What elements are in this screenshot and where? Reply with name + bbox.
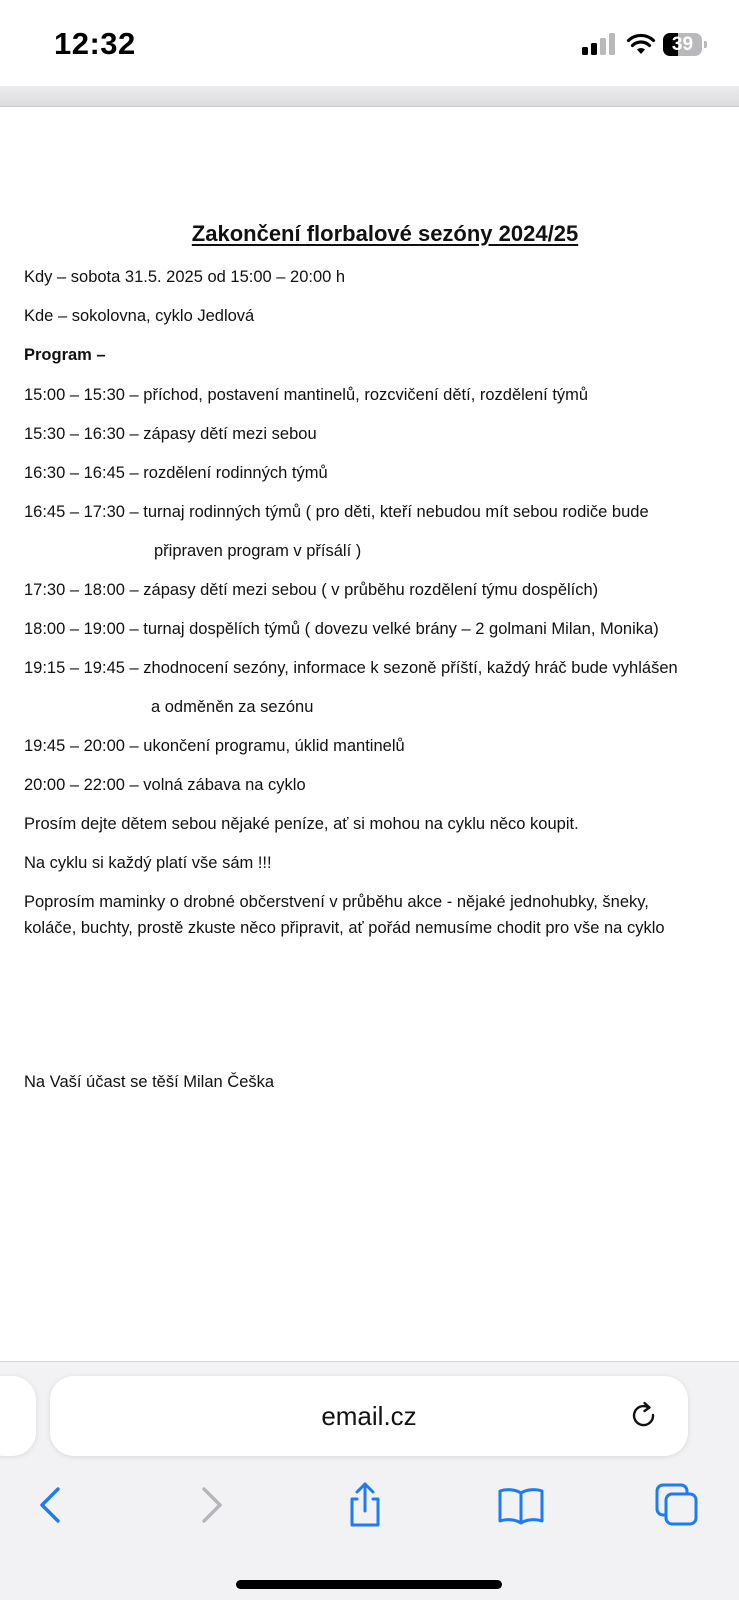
bookmarks-icon[interactable] <box>496 1480 546 1530</box>
doc-program-item: 20:00 – 22:00 – volná zábava na cyklo <box>24 776 306 794</box>
doc-note-continuation: koláče, buchty, prostě zkuste něco připravit, ať pořád nemusíme chodit pro vše na cyklo <box>24 919 665 937</box>
reload-icon[interactable] <box>626 1398 662 1434</box>
previous-tab-peek[interactable] <box>0 1376 36 1456</box>
home-indicator[interactable] <box>236 1580 502 1589</box>
doc-program-item: 15:00 – 15:30 – příchod, postavení mantinelů, rozcvičení dětí, rozdělení týmů <box>24 386 589 404</box>
battery-icon <box>663 33 707 56</box>
doc-program-item: 19:45 – 20:00 – ukončení programu, úklid mantinelů <box>24 737 405 755</box>
tabs-icon[interactable] <box>652 1480 702 1530</box>
status-bar <box>0 0 739 86</box>
battery-body <box>663 33 702 56</box>
doc-program-heading: Program – <box>24 346 106 364</box>
document-page <box>0 107 739 1361</box>
doc-program-item: 16:30 – 16:45 – rozdělení rodinných týmů <box>24 464 328 482</box>
browser-toolbar <box>0 1470 739 1550</box>
doc-line-when: Kdy – sobota 31.5. 2025 od 15:00 – 20:00 h <box>24 268 346 286</box>
doc-signature: Na Vaší účast se těší Milan Češka <box>24 1073 275 1091</box>
cellular-signal-icon <box>582 32 620 56</box>
doc-program-item-continuation: a odměněn za sezónu <box>151 698 314 716</box>
doc-program-item: 19:15 – 19:45 – zhodnocení sezóny, informace k sezoně příští, každý hráč bude vyhlášen <box>24 659 678 677</box>
back-icon[interactable] <box>26 1480 76 1530</box>
doc-program-item: 15:30 – 16:30 – zápasy dětí mezi sebou <box>24 425 317 443</box>
doc-program-item: 18:00 – 19:00 – turnaj dospělích týmů ( dovezu velké brány – 2 golmani Milan, Monika) <box>24 620 659 638</box>
browser-bottom-bar <box>0 1361 739 1600</box>
doc-program-item-continuation: připraven program v přísálí ) <box>154 542 362 560</box>
doc-program-item: 17:30 – 18:00 – zápasy dětí mezi sebou ( v průběhu rozdělení týmu dospělích) <box>24 581 599 599</box>
address-url[interactable]: email.cz <box>321 1401 417 1431</box>
status-time: 12:32 <box>54 26 136 61</box>
document-title: Zakončení florbalové sezóny 2024/25 <box>191 221 579 246</box>
wifi-icon <box>626 32 656 56</box>
address-bar[interactable] <box>50 1376 688 1456</box>
top-toolbar-band <box>0 86 739 107</box>
doc-program-item: 16:45 – 17:30 – turnaj rodinných týmů ( pro děti, kteří nebudou mít sebou rodiče bude <box>24 503 649 521</box>
forward-icon[interactable] <box>186 1480 236 1530</box>
doc-note: Poprosím maminky o drobné občerstvení v průběhu akce - nějaké jednohubky, šneky, <box>24 893 649 911</box>
share-icon[interactable] <box>340 1480 390 1530</box>
doc-line-where: Kde – sokolovna, cyklo Jedlová <box>24 307 255 325</box>
battery-level: 39 <box>671 34 694 55</box>
doc-note: Prosím dejte dětem sebou nějaké peníze, ať si mohou na cyklu něco koupit. <box>24 815 579 833</box>
doc-note: Na cyklu si každý platí vše sám !!! <box>24 854 272 872</box>
battery-tip <box>704 41 707 48</box>
